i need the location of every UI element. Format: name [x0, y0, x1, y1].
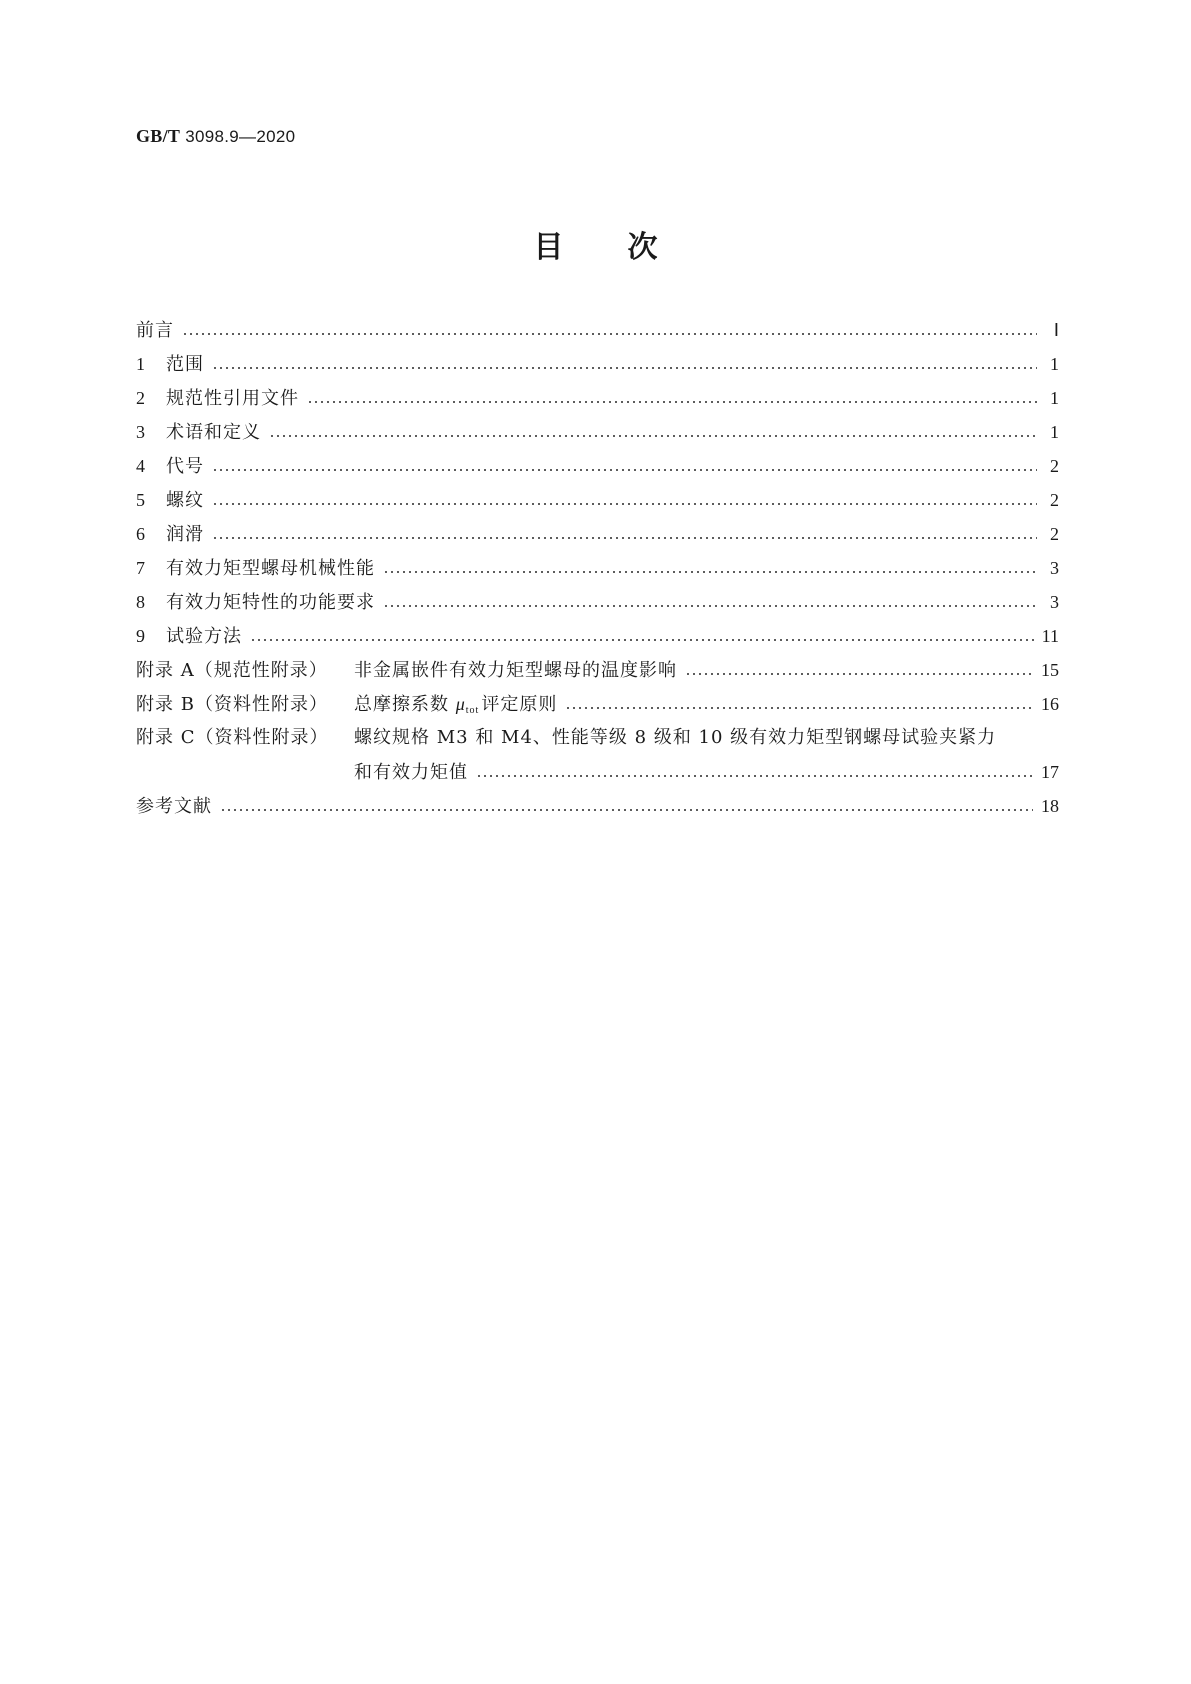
toc-number: 8 — [136, 592, 145, 612]
standard-number — [136, 126, 295, 147]
toc-label-line-2: 和有效力矩值 — [354, 762, 468, 783]
dot-leader — [182, 333, 1037, 335]
toc-entry-2[interactable] — [136, 385, 1059, 411]
toc-label: 非金属嵌件有效力矩型螺母的温度影响 — [354, 660, 677, 681]
toc-number: 5 — [136, 490, 145, 510]
toc-entry-4[interactable] — [136, 453, 1059, 479]
dot-leader — [307, 401, 1037, 403]
toc-entry-8[interactable] — [136, 589, 1059, 615]
annex-b-label-end: 评定原则 — [481, 694, 558, 715]
toc-number: 2 — [136, 388, 145, 408]
toc-page: 1 — [1050, 388, 1059, 408]
toc-page: 2 — [1050, 490, 1059, 510]
dot-leader — [212, 469, 1037, 471]
toc-entry-1[interactable] — [136, 351, 1059, 377]
toc-entry-annex-b[interactable] — [136, 691, 1059, 717]
toc-entry-6[interactable] — [136, 521, 1059, 547]
dot-leader — [476, 775, 1033, 777]
toc-label: 试验方法 — [166, 626, 242, 647]
dot-leader — [383, 605, 1037, 607]
dot-leader — [220, 809, 1033, 811]
annex-b-label-start: 总摩擦系数 — [354, 694, 449, 715]
toc-label: 术语和定义 — [166, 422, 261, 443]
toc-label — [354, 691, 557, 724]
annex-tag: 附录 A（规范性附录） — [136, 660, 328, 681]
toc-page: 15 — [1041, 660, 1059, 680]
toc-label: 润滑 — [166, 524, 204, 545]
toc-label: 有效力矩型螺母机械性能 — [166, 558, 375, 579]
dot-leader — [212, 503, 1037, 505]
dot-leader — [269, 435, 1037, 437]
toc-page: 3 — [1050, 558, 1059, 578]
toc-page: 18 — [1041, 796, 1059, 816]
toc-label: 螺纹 — [166, 490, 204, 511]
mu-subscript: tot — [465, 705, 480, 716]
toc-entry-3[interactable] — [136, 419, 1059, 445]
dot-leader — [565, 707, 1033, 709]
dot-leader — [212, 367, 1037, 369]
toc-number: 3 — [136, 422, 145, 442]
standard-prefix: GB/T — [136, 126, 181, 146]
toc-label: 前言 — [136, 320, 174, 341]
toc-page: 2 — [1050, 456, 1059, 476]
toc-page: 11 — [1041, 626, 1059, 646]
toc-label: 有效力矩特性的功能要求 — [166, 592, 375, 613]
title-char-1: 目 — [533, 230, 564, 265]
dot-leader — [250, 639, 1034, 641]
toc-page: 2 — [1050, 524, 1059, 544]
toc-label: 代号 — [166, 456, 204, 477]
toc-number: 7 — [136, 558, 145, 578]
toc-page: 1 — [1050, 354, 1059, 374]
annex-tag: 附录 C（资料性附录） — [136, 727, 329, 748]
toc-entry-foreword[interactable] — [136, 317, 1059, 343]
title-char-2: 次 — [627, 230, 658, 265]
toc-entry-7[interactable] — [136, 555, 1059, 581]
toc-entry-annex-c[interactable] — [136, 725, 1059, 751]
toc-label-line-1: 螺纹规格 M3 和 M4、性能等级 8 级和 10 级有效力矩型钢螺母试验夹紧力 — [354, 727, 997, 748]
dot-leader — [383, 571, 1037, 573]
mu-symbol: μ — [455, 694, 466, 714]
toc-page: 17 — [1041, 762, 1059, 782]
toc-label: 规范性引用文件 — [166, 388, 299, 409]
toc-label: 参考文献 — [136, 796, 212, 817]
toc-entry-9[interactable] — [136, 623, 1059, 649]
toc-label: 范围 — [166, 354, 204, 375]
toc-number: 1 — [136, 354, 145, 374]
standard-code: 3098.9—2020 — [185, 127, 296, 146]
dot-leader — [212, 537, 1037, 539]
toc-page: 16 — [1041, 694, 1059, 714]
toc-number: 6 — [136, 524, 145, 544]
toc-entry-annex-a[interactable] — [136, 657, 1059, 683]
annex-tag: 附录 B（资料性附录） — [136, 694, 328, 715]
toc-page: 1 — [1050, 422, 1059, 442]
page-title — [0, 222, 1191, 266]
toc-number: 9 — [136, 626, 145, 646]
toc-entry-5[interactable] — [136, 487, 1059, 513]
dot-leader — [685, 673, 1033, 675]
toc-page: 3 — [1050, 592, 1059, 612]
toc-page: Ⅰ — [1053, 320, 1059, 340]
toc-entry-annex-c-continued[interactable] — [136, 759, 1059, 785]
toc-entry-bibliography[interactable] — [136, 793, 1059, 819]
toc-number: 4 — [136, 456, 145, 476]
